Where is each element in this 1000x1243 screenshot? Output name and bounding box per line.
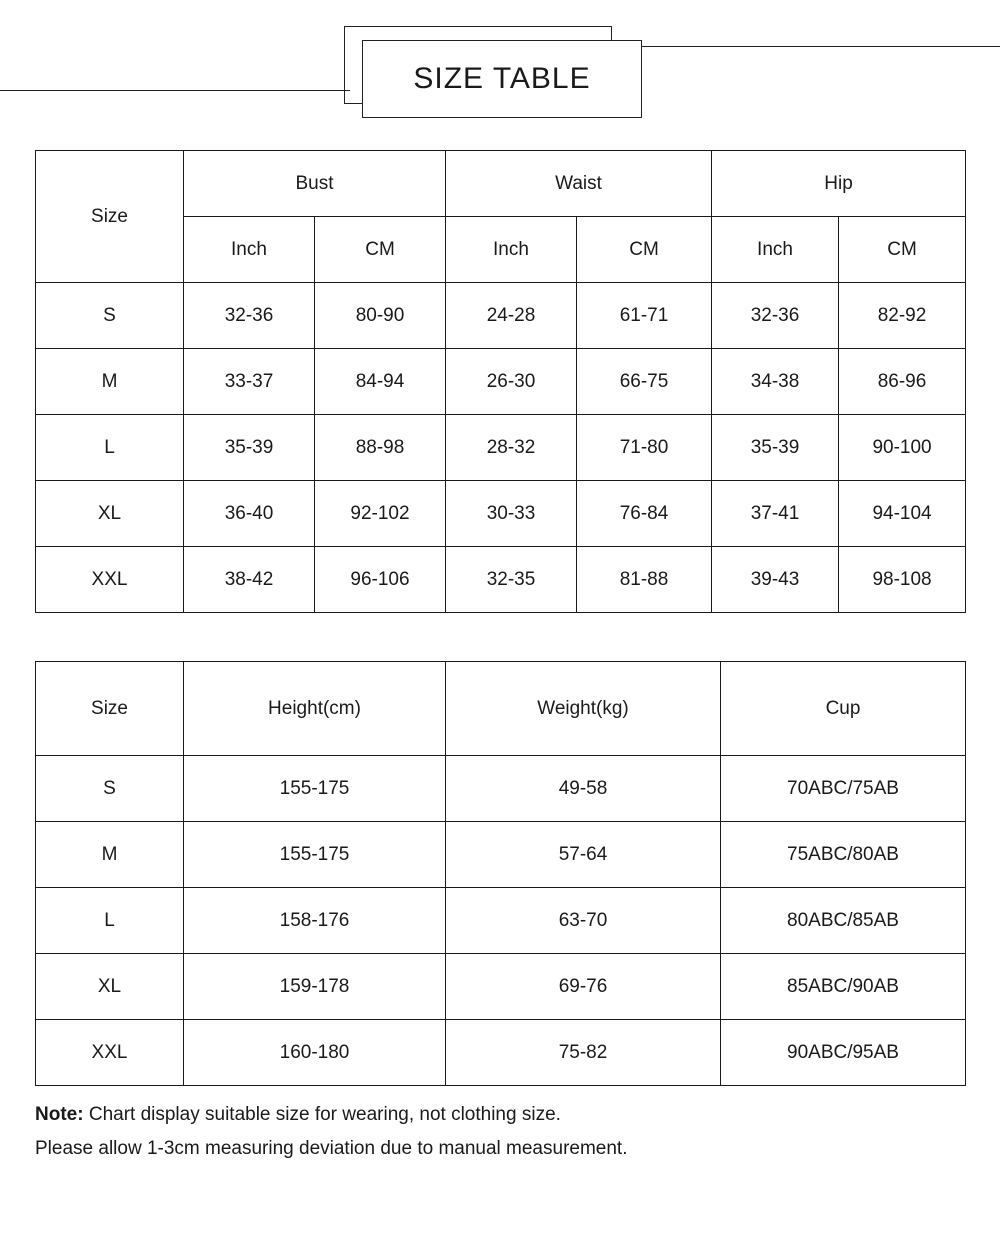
cell-waist-inch: 28-32 [446,415,577,481]
cell-waist-inch: 24-28 [446,283,577,349]
header-waist-inch: Inch [446,217,577,283]
table-row [36,822,966,888]
header-hip-inch: Inch [712,217,839,283]
header-height: Height(cm) [184,662,446,756]
cell-bust-inch: 35-39 [184,415,315,481]
table-row [36,481,966,547]
cell-size: S [36,756,184,822]
measurements-table [35,150,966,613]
header-size: Size [36,662,184,756]
cell-waist-cm: 81-88 [577,547,712,613]
cell-bust-inch: 38-42 [184,547,315,613]
page-header [0,0,1000,130]
table-row [36,415,966,481]
page-title: SIZE TABLE [413,62,591,95]
header-bust: Bust [184,151,446,217]
header-weight: Weight(kg) [446,662,721,756]
cell-height: 159-178 [184,954,446,1020]
note-block [35,1098,965,1166]
measurements-table-container [35,150,965,613]
cell-weight: 57-64 [446,822,721,888]
cell-hip-inch: 35-39 [712,415,839,481]
cell-hip-cm: 98-108 [839,547,966,613]
header-rule-right [610,46,1000,47]
header-hip: Hip [712,151,966,217]
cell-bust-cm: 80-90 [315,283,446,349]
cell-waist-cm: 71-80 [577,415,712,481]
cell-hip-inch: 37-41 [712,481,839,547]
cell-weight: 49-58 [446,756,721,822]
cell-waist-cm: 61-71 [577,283,712,349]
note-line-2: Please allow 1-3cm measuring deviation due to manual measurement. [35,1138,628,1159]
cell-size: XL [36,481,184,547]
header-waist-cm: CM [577,217,712,283]
header-waist: Waist [446,151,712,217]
cell-size: L [36,415,184,481]
header-cup: Cup [721,662,966,756]
cell-size: XXL [36,1020,184,1086]
cell-hip-cm: 86-96 [839,349,966,415]
cell-weight: 63-70 [446,888,721,954]
cell-hip-cm: 94-104 [839,481,966,547]
header-bust-cm: CM [315,217,446,283]
cell-height: 155-175 [184,822,446,888]
cell-height: 158-176 [184,888,446,954]
cell-hip-inch: 32-36 [712,283,839,349]
cell-bust-inch: 33-37 [184,349,315,415]
header-hip-cm: CM [839,217,966,283]
table-row [36,283,966,349]
header-size: Size [36,151,184,283]
table-header-row-groups [36,151,966,217]
cell-size: S [36,283,184,349]
cell-size: M [36,349,184,415]
cell-waist-cm: 66-75 [577,349,712,415]
header-rule-left [0,90,350,91]
cell-bust-inch: 36-40 [184,481,315,547]
cell-bust-cm: 88-98 [315,415,446,481]
cell-cup: 80ABC/85AB [721,888,966,954]
cell-hip-cm: 82-92 [839,283,966,349]
cell-cup: 75ABC/80AB [721,822,966,888]
note-label: Note: [35,1104,84,1125]
cell-height: 160-180 [184,1020,446,1086]
cell-waist-inch: 30-33 [446,481,577,547]
cell-waist-inch: 26-30 [446,349,577,415]
cell-bust-inch: 32-36 [184,283,315,349]
table-row [36,349,966,415]
cell-hip-inch: 39-43 [712,547,839,613]
cell-bust-cm: 96-106 [315,547,446,613]
cell-size: M [36,822,184,888]
cell-size: XXL [36,547,184,613]
table-row [36,547,966,613]
cell-cup: 70ABC/75AB [721,756,966,822]
table-row [36,756,966,822]
cell-hip-cm: 90-100 [839,415,966,481]
cell-cup: 85ABC/90AB [721,954,966,1020]
cell-cup: 90ABC/95AB [721,1020,966,1086]
body-spec-table-container [35,661,965,1086]
note-text-1: Chart display suitable size for wearing, not clothing size. [83,1104,561,1125]
cell-bust-cm: 84-94 [315,349,446,415]
cell-hip-inch: 34-38 [712,349,839,415]
table-row [36,954,966,1020]
cell-size: XL [36,954,184,1020]
table-row [36,1020,966,1086]
cell-waist-inch: 32-35 [446,547,577,613]
table-header-row [36,662,966,756]
cell-bust-cm: 92-102 [315,481,446,547]
body-spec-table [35,661,966,1086]
table-row [36,888,966,954]
note-line-1 [35,1098,965,1132]
cell-weight: 69-76 [446,954,721,1020]
header-bust-inch: Inch [184,217,315,283]
cell-weight: 75-82 [446,1020,721,1086]
cell-waist-cm: 76-84 [577,481,712,547]
cell-size: L [36,888,184,954]
cell-height: 155-175 [184,756,446,822]
